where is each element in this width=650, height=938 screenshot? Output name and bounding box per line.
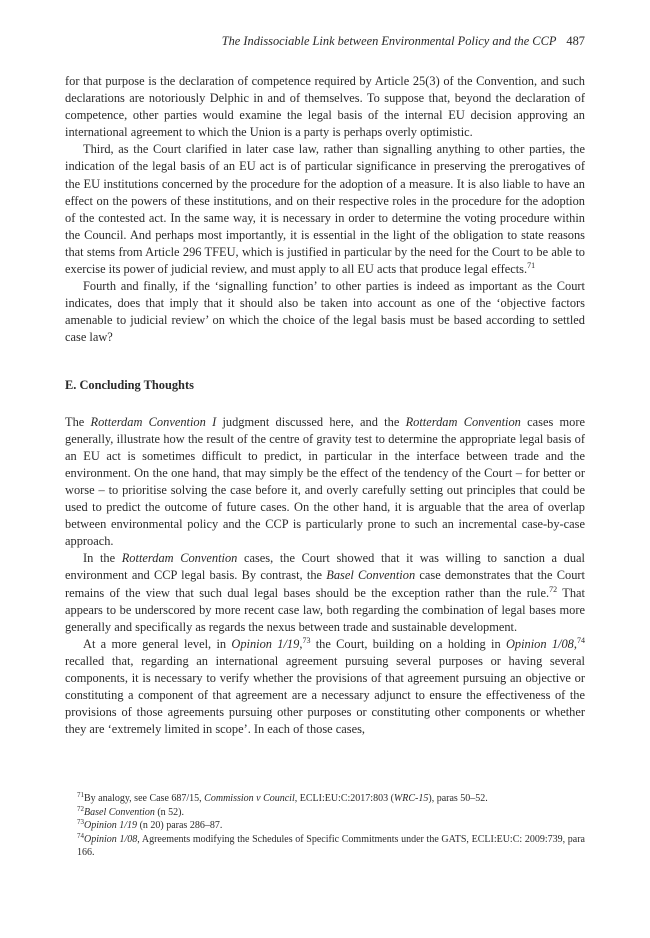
running-head-title: The Indissociable Link between Environmental Policy and the CCP xyxy=(221,34,557,48)
paragraph-5: In the Rotterdam Convention cases, the Court showed that it was willing to sanction a dual environment and CCP legal basis. By contrast, the Basel Convention case demonstrates that the Court remains of the view that such dual legal bases should be the exception rather than the rule.$^{72}$ That appears to be underscored by more recent case law, both regarding the combination of legal bases more generally and specifically as regards the nexus between trade and sustainable development. xyxy=(65,551,586,634)
paragraph-3: Fourth and finally, if the ‘signalling function’ to other parties is indeed as important as the Court indicates, does that imply that it should also be taken into account as one of the ‘objective factors amenable to judicial review’ on which the choice of the legal basis must be based according to settled case law? xyxy=(65,279,585,345)
footnote-ref-74[interactable]: 74 xyxy=(576,635,585,645)
body-text xyxy=(65,73,585,738)
footnote-ref-72[interactable]: 72 xyxy=(549,584,558,594)
paragraph-1: for that purpose is the declaration of competence required by Article 25(3) of the Convention, and such declarations are notoriously Delphic in and of themselves. To suppose that, beyond the declaration of competence, other parties would examine the legal basis of the internal EU decision approving an international agreement to which the Union is a party is perhaps overly optimistic. xyxy=(65,74,585,140)
paragraph-4: The Rotterdam Convention I judgment discussed here, and the Rotterdam Convention cases more generally, illustrate how the result of the centre of gravity test to determine the appropriate legal basis of an EU act is sometimes difficult to predict, in particular in the interface between trade and the environment. On the one hand, that may simply be the effect of the tendency of the Court – for better or worse – to prioritise solving the case before it, and overly carefully setting out principles that could be used to predict the outcome of future cases. On the other hand, it is arguable that the area of overlap between environmental policy and the CCP is particularly prone to such an incremental case-by-case approach. xyxy=(65,414,585,549)
footnote-ref-71[interactable]: 71 xyxy=(527,261,536,271)
footnote-71: $^{71}$By analogy, see Case 687/15, Commission v Council, ECLI:EU:C:2017:803 (WRC-15), paras 50–52. xyxy=(77,791,488,804)
paragraph-2: Third, as the Court clarified in later case law, rather than signalling anything to other parties, the indication of the legal basis of an EU act is of particular significance in preserving the prerogatives of the EU institutions concerned by the procedure for the adoption of a measure. It is also liable to have an effect on the powers of these institutions, and on their respective roles in the procedure for the adoption of the contested act. In the same way, it is necessary in order to determine the voting procedure within the Council. And perhaps most importantly, it is essential in the light of the obligation to state reasons that stems from Article 296 TFEU, which is justified in particular by the need for the Court to be able to exercise its power of judicial review, and must apply to all EU acts that produce legal effects.$^{71}$ xyxy=(65,142,585,277)
running-head xyxy=(65,34,585,54)
footnote-73: $^{73}$Opinion 1/19 (n 20) paras 286–87. xyxy=(77,818,223,831)
page xyxy=(65,34,585,738)
footnote-72: $^{72}$Basel Convention (n 52). xyxy=(77,804,184,818)
footnote-74: $^{74}$Opinion 1/08, Agreements modifying the Schedules of Specific Commitments under the GATS, ECLI:EU:C: 2009:739, para 166. xyxy=(77,831,585,858)
paragraph-6: At a more general level, in Opinion 1/19,73 the Court, building on a holding in Opinion 1/08,74 recalled that, regarding an international agreement pursuing several purposes or having several components, it is necessary to verify whether the provisions of that agreement pursuing an objective or constituting a component of that agreement are a necessary adjunct to ensure the effectiveness of the provisions of those agreements pursuing other purposes or constituting other components or whether they are ‘extremely limited in scope’. In each of those cases, xyxy=(65,635,585,737)
section-heading: E. Concluding Thoughts xyxy=(65,377,194,392)
page-number: 487 xyxy=(566,34,585,48)
footnotes xyxy=(65,792,585,860)
footnote-ref-73[interactable]: 73 xyxy=(302,635,311,645)
